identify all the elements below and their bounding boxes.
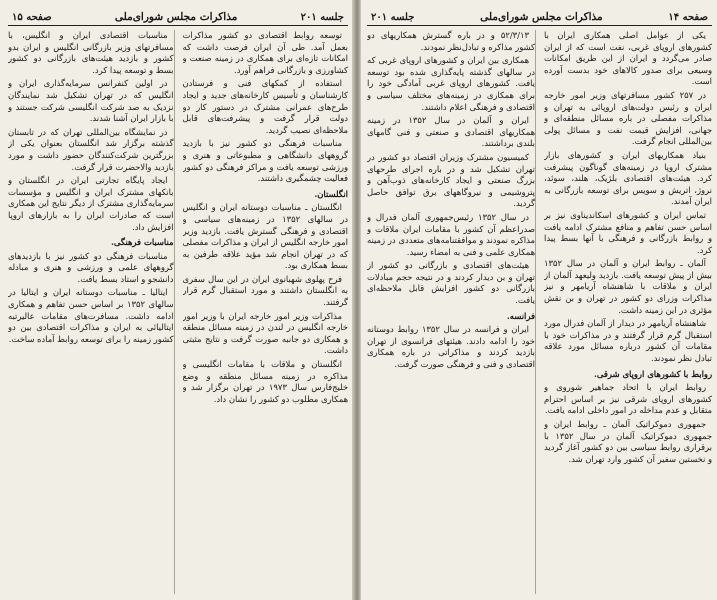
left-page-number: صفحه ۱۵	[12, 12, 52, 23]
paragraph: توسعه روابط اقتصادی دو کشور مذاکرات بعمل آمد. طی آن ایران فرصت داشت که امکانات تازه‌ای برای همکاری در زمینه صنعت و کشاورزی و بازرگانی فراهم آورد.	[182, 30, 348, 75]
paragraph: کمیسیون مشترک وزیران اقتصاد دو کشور در تهران تشکیل شد و در باره اجرای طرحهای بزرگ صنعتی و ایجاد کارخانه‌های ذوب‌آهن و پتروشیمی و نیروگاههای برق توافق حاصل گردید.	[367, 151, 535, 209]
paragraph: در اولین کنفرانس سرمایه‌گذاری ایران و انگلیس که در تهران تشکیل شد نمایندگان نزدیک به صد شرکت انگلیسی شرکت جستند و با بازار ایران آشنا شدند.	[8, 78, 174, 124]
paragraph: انگلستان ـ مناسبات دوستانه ایران و انگلیس در سالهای ۱۳۵۲ در زمینه‌های سیاسی و اقتصادی و فرهنگی گسترش یافت. بازدید وزیر امور خارجه انگلیس از ایران و مذاکرات مفصلی که در تهران انجام شد مؤید علاقه طرفین به بسط همکاری بود.	[182, 202, 348, 271]
paragraph: انگلستان و ملاقات با مقامات انگلیسی و مذاکره در زمینه مسائل منطقه و وضع خلیج‌فارس سال ۱۹۷۳ در تهران برگزار شد و همکاری مطلوب دو کشور را نشان داد.	[182, 359, 348, 404]
paragraph: جمهوری دموکراتیک آلمان ـ روابط ایران و جمهوری دموکراتیک آلمان در سال ۱۳۵۲ با برقراری روابط سیاسی بین دو کشور آغاز گردید و نخستین سفیر آن کشور وارد تهران شد.	[544, 419, 712, 464]
paragraph: بنیاد همکاریهای ایران و کشورهای بازار مشترک اروپا در زمینه‌های گوناگون پیشرفت کرد. هیئت‌های اقتصادی بلژیک، هلند، سوئد، نروژ، اتریش و سویس برای توسعه بازرگانی به ایران آمدند.	[544, 149, 712, 207]
left-page-session: جلسه ۲۰۱	[300, 12, 344, 23]
paragraph: در ۲۵۷ کشور مسافرتهای وزیر امور خارجه ایران و رئیس دولت‌های اروپائی به تهران و مذاکرات مفصلی در باره مسائل منطقه‌ای و جهانی، افزایش قیمت نفت و مسائل پولی بین‌المللی انجام گرفت.	[544, 89, 712, 147]
section-heading: مناسبات فرهنگی.	[110, 237, 174, 248]
paragraph: آلمان ـ روابط ایران و آلمان در سال ۱۳۵۲ بیش از پیش توسعه یافت. بازدید ولیعهد آلمان از ایران و ملاقات با شاهنشاه آریامهر و نیز مذاکرات وزرای دو کشور در تهران و بن نقش مؤثری در این زمینه داشت.	[544, 258, 712, 315]
section-heading: انگلستان.	[314, 188, 348, 199]
paragraph: شاهنشاه آریامهر در دیدار از آلمان فدرال مورد استقبال گرم قرار گرفتند و در مذاکرات خود با مقامات آن کشور درباره مسائل مورد علاقه تبادل نظر نمودند.	[544, 318, 712, 364]
right-page-columns	[367, 30, 712, 594]
right-page-column-1	[544, 30, 712, 594]
paragraph: در نمایشگاه بین‌المللی تهران که در تابستان گذشته برگزار شد انگلستان بعنوان یکی از بزرگترین شرکت‌کنندگان حضور داشت و مورد بازدید والاحضرت قرار گرفت.	[8, 126, 174, 172]
paragraph: فرح پهلوی شهبانوی ایران در این سال سفری به انگلستان داشتند و مورد استقبال گرم قرار گرفتند.	[182, 273, 348, 308]
paragraph: مناسبات اقتصادی ایران و انگلیس، با مسافرتهای وزیر بازرگانی انگلیس و ایران بدو کشور و بازدید هیئت‌های بازرگانی دو کشور بسط و توسعه پیدا کرد.	[8, 30, 174, 75]
paragraph: ایران و آلمان در سال ۱۳۵۲ در زمینه همکاریهای اقتصادی و صنعتی و فنی گامهای بلندی برداشتند.	[367, 115, 535, 149]
section-heading: روابط با کشورهای اروپای شرقی.	[594, 368, 712, 379]
paragraph: روابط ایران با اتحاد جماهیر شوروی و کشورهای اروپای شرقی نیز بر اساس احترام متقابل و عدم مداخله در امور داخلی ادامه یافت.	[544, 382, 712, 416]
right-page-title: مذاکرات مجلس شورای‌ملی	[480, 11, 603, 23]
paragraph: تماس ایران و کشورهای اسکاندیناوی نیز بر اساس حسن تفاهم و منافع مشترک ادامه یافت و روابط بازرگانی و فرهنگی با آنها بسط پیدا کرد.	[544, 209, 712, 255]
paragraph: همکاری بین ایران و کشورهای اروپای غربی که در سالهای گذشته پایه‌گذاری شده بود توسعه یافت. کشورهای اروپای غربی آمادگی خود را برای همکاری در زمینه‌های مختلف سیاسی و اقتصادی و فرهنگی اعلام داشتند.	[367, 55, 535, 112]
section-heading: فرانسه.	[506, 310, 535, 321]
right-page-column-2	[367, 30, 536, 594]
left-page-column-1	[183, 30, 349, 594]
right-page-session: جلسه ۲۰۱	[371, 12, 415, 23]
paragraph: مناسبات فرهنگی دو کشور نیز با بازدید گروههای دانشگاهی و مطبوعاتی و هنری و ورزشی توسعه یافت و مراکز فرهنگی دو کشور فعالیت چشمگیری داشتند.	[182, 138, 348, 184]
paragraph: در سال ۱۳۵۲ رئیس‌جمهوری آلمان فدرال و صدراعظم آن کشور با مقامات ایران ملاقات و مذاکره نمودند و موافقتنامه‌های متعددی در زمینه همکاری علمی و فنی به امضاء رسید.	[367, 211, 535, 257]
right-page-header	[367, 4, 712, 26]
paragraph: یکی از عوامل اصلی همکاری ایران با کشورهای اروپای غربی، نفت است که از ایران صادر می‌گردد و ایران از این طریق امکانات وسیعی برای صدور کالاهای خود بدست آورده است.	[544, 30, 712, 87]
left-page-header	[8, 4, 348, 26]
paragraph: استفاده از کمکهای فنی و فرستادن کارشناسان و تأسیس کارخانه‌های جدید و ایجاد طرح‌های عمرانی مشترک در دستور کار دو دولت قرار گرفت و پیشرفت‌های قابل ملاحظه‌ای نصیب گردید.	[182, 78, 348, 135]
right-page	[360, 0, 717, 600]
right-page-number: صفحه ۱۴	[668, 12, 708, 23]
paragraph: مذاکرات وزیر امور خارجه ایران با وزیر امور خارجه انگلیس در لندن در زمینه مسائل منطقه و همکاری دو جانبه صورت گرفت و نتایج مثبتی داشت.	[182, 310, 348, 356]
left-page-columns	[8, 30, 348, 594]
paragraph: مناسبات فرهنگی دو کشور نیز با بازدیدهای گروههای علمی و ورزشی و هنری و مبادله دانشجو و استاد بسط یافت.	[8, 250, 174, 284]
left-page-column-2	[8, 30, 175, 594]
paragraph: ایجاد پایگاه تجارتی ایران در انگلستان و بانکهای مشترک ایران و انگلیس و مؤسسات سرمایه‌گذاری مشترک از دیگر نتایج این همکاری است که صادرات ایران را به بازارهای اروپا افزایش داد.	[8, 175, 174, 232]
left-page	[0, 0, 355, 600]
paragraph: ایران و فرانسه در سال ۱۳۵۲ روابط دوستانه خود را ادامه دادند. هیئتهای فرانسوی از تهران بازدید کردند و مذاکراتی در باره همکاری اقتصادی و فنی و فرهنگی صورت گرفت.	[367, 324, 535, 370]
left-page-title: مذاکرات مجلس شورای‌ملی	[114, 11, 238, 23]
paragraph: ۵۲/۳/۱۳ و در باره گسترش همکاریهای دو کشور مذاکره و تبادل‌نظر نمودند.	[367, 30, 535, 52]
paragraph: هیئت‌های اقتصادی و بازرگانی دو کشور از تهران و بن دیدار کردند و در نتیجه حجم مبادلات بازرگانی دو کشور افزایش قابل ملاحظه‌ای یافت.	[367, 260, 535, 306]
paragraph: ایتالیا ـ مناسبات دوستانه ایران و ایتالیا در سالهای ۱۳۵۲ بر اساس حسن تفاهم و همکاری ادامه داشت. مسافرت‌های مقامات عالیرتبه ایتالیائی به ایران و مذاکرات اقتصادی بین دو کشور زمینه را برای توسعه روابط آماده ساخت.	[8, 287, 174, 344]
